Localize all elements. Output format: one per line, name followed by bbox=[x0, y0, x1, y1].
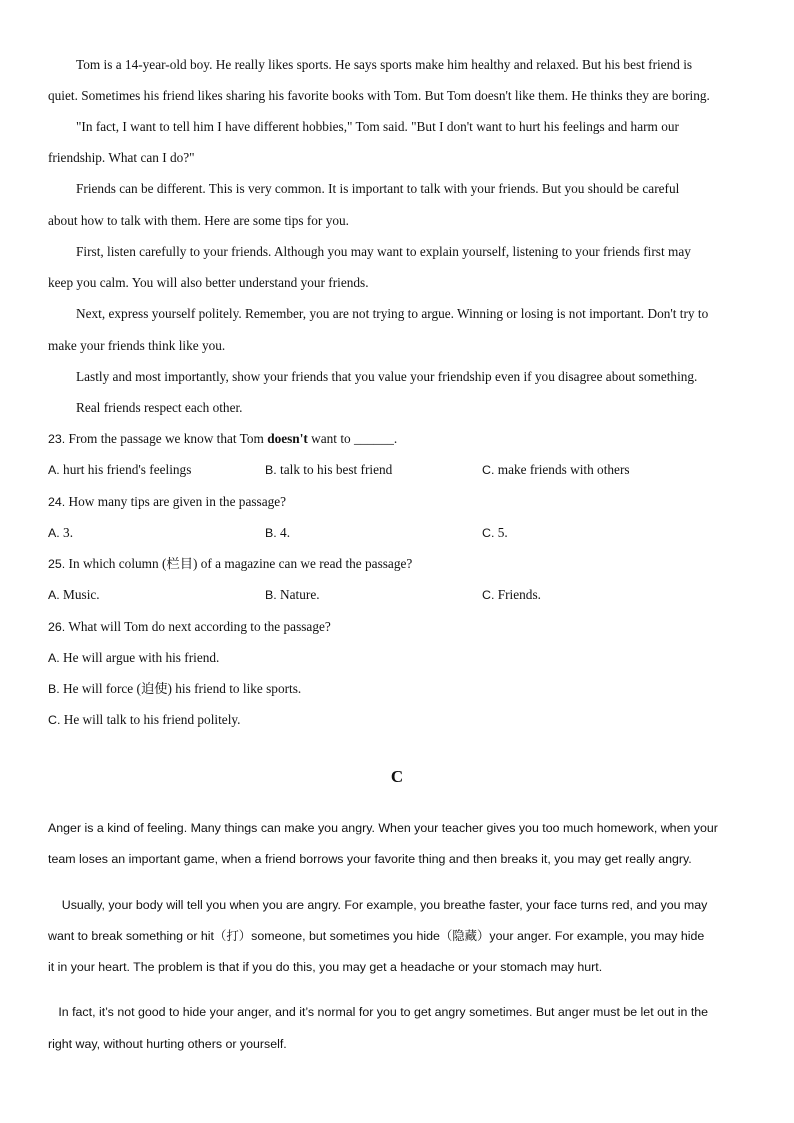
q26-option-a bbox=[48, 650, 219, 666]
q24-option-c bbox=[482, 525, 508, 541]
option-text: 3. bbox=[59, 525, 74, 540]
section-c-p1-line2: team loses an important game, when a friend borrows your favorite thing and then breaks it, you may get really angry. bbox=[48, 852, 692, 866]
option-text: Music. bbox=[59, 587, 100, 602]
option-label: B. bbox=[265, 526, 277, 540]
q23-option-c bbox=[482, 462, 630, 478]
option-label: C. bbox=[48, 713, 61, 727]
option-label: A. bbox=[48, 588, 60, 602]
question-text: From the passage we know that Tom bbox=[65, 431, 268, 446]
q26-option-b bbox=[48, 681, 301, 697]
passage-b-p3-line1: Friends can be different. This is very common. It is important to talk with your friends. But you should be careful bbox=[76, 181, 680, 196]
passage-b-p1-line2: quiet. Sometimes his friend likes sharing his favorite books with Tom. But Tom doesn't like them. He thinks they are boring. bbox=[48, 88, 710, 103]
question-number: 26. bbox=[48, 620, 66, 634]
passage-b-p7-line1: Real friends respect each other. bbox=[76, 400, 243, 415]
option-text: 5. bbox=[494, 525, 508, 540]
section-title: C bbox=[390, 767, 404, 786]
q24-option-b bbox=[265, 525, 290, 541]
q26-option-c bbox=[48, 712, 241, 728]
option-label: A. bbox=[48, 651, 60, 665]
option-text: He will force (迫使) his friend to like sports. bbox=[59, 681, 302, 696]
passage-b-p5-line1: Next, express yourself politely. Remember, you are not trying to argue. Winning or losing is not important. Don't try to bbox=[76, 306, 709, 321]
q25-option-b bbox=[265, 587, 320, 603]
option-label: C. bbox=[482, 526, 495, 540]
option-label: B. bbox=[48, 682, 60, 696]
option-text: make friends with others bbox=[494, 462, 630, 477]
question-26 bbox=[48, 619, 331, 635]
q23-option-b bbox=[265, 462, 392, 478]
question-emphasis: doesn't bbox=[267, 431, 308, 446]
passage-b-p2-line1: "In fact, I want to tell him I have different hobbies," Tom said. "But I don't want to hurt his feelings and harm our bbox=[76, 119, 679, 134]
option-text: 4. bbox=[276, 525, 291, 540]
option-text: hurt his friend's feelings bbox=[59, 462, 192, 477]
question-text: What will Tom do next according to the passage? bbox=[65, 619, 331, 634]
question-text: How many tips are given in the passage? bbox=[65, 494, 287, 509]
option-label: C. bbox=[482, 463, 495, 477]
option-text: He will argue with his friend. bbox=[59, 650, 220, 665]
passage-b-p6-line1: Lastly and most importantly, show your friends that you value your friendship even if you disagree about something. bbox=[76, 369, 698, 384]
question-text-end: want to ______. bbox=[307, 431, 398, 446]
option-label: C. bbox=[482, 588, 495, 602]
question-text: In which column (栏目) of a magazine can we read the passage? bbox=[65, 556, 413, 571]
option-text: Friends. bbox=[494, 587, 541, 602]
q24-option-a bbox=[48, 525, 73, 541]
option-label: B. bbox=[265, 463, 277, 477]
passage-b-p1-line1: Tom is a 14-year-old boy. He really likes sports. He says sports make him healthy and relaxed. But his best friend is bbox=[76, 57, 693, 72]
section-c-p3-line2: right way, without hurting others or yourself. bbox=[48, 1037, 287, 1051]
passage-b-p2-line2: friendship. What can I do?" bbox=[48, 150, 195, 165]
option-label: A. bbox=[48, 463, 60, 477]
passage-b-p4-line2: keep you calm. You will also better understand your friends. bbox=[48, 275, 369, 290]
option-text: He will talk to his friend politely. bbox=[60, 712, 241, 727]
passage-b-p3-line2: about how to talk with them. Here are some tips for you. bbox=[48, 213, 349, 228]
option-label: A. bbox=[48, 526, 60, 540]
section-c-p2-line3: it in your heart. The problem is that if you do this, you may get a headache or your stomach may hurt. bbox=[48, 960, 603, 974]
question-23 bbox=[48, 431, 397, 447]
question-number: 23. bbox=[48, 432, 66, 446]
question-24 bbox=[48, 494, 286, 510]
question-number: 25. bbox=[48, 557, 66, 571]
section-c-p2-line1: Usually, your body will tell you when you are angry. For example, you breathe faster, your face turns red, and you may bbox=[48, 898, 708, 912]
option-text: Nature. bbox=[276, 587, 320, 602]
question-number: 24. bbox=[48, 495, 66, 509]
question-25 bbox=[48, 556, 412, 572]
q25-option-c bbox=[482, 587, 541, 603]
q23-option-a bbox=[48, 462, 191, 478]
section-c-p3-line1: In fact, it’s not good to hide your anger, and it’s normal for you to get angry sometimes. But anger must be let out in the bbox=[48, 1005, 709, 1019]
passage-b-p4-line1: First, listen carefully to your friends. Although you may want to explain yourself, listening to your friends first may bbox=[76, 244, 691, 259]
option-label: B. bbox=[265, 588, 277, 602]
passage-b-p5-line2: make your friends think like you. bbox=[48, 338, 226, 353]
section-c-p1-line1: Anger is a kind of feeling. Many things can make you angry. When your teacher gives you too much homework, when your bbox=[48, 821, 718, 835]
q25-option-a bbox=[48, 587, 100, 603]
section-c-p2-line2: want to break something or hit（打）someone, but sometimes you hide（隐藏）your anger. For example, you may hide bbox=[48, 929, 705, 943]
option-text: talk to his best friend bbox=[276, 462, 393, 477]
